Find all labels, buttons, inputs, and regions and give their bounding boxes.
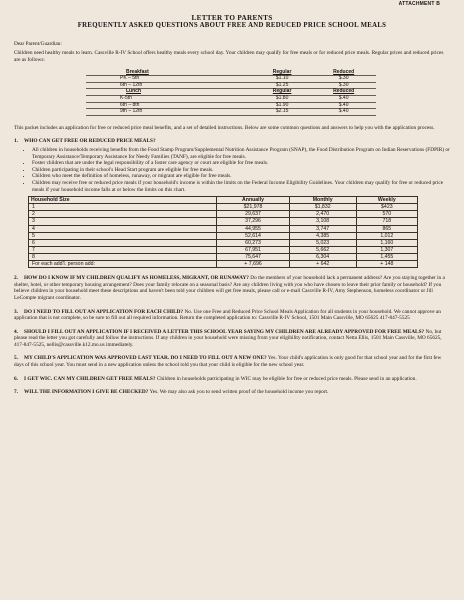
annual-cell: 37,296 xyxy=(217,218,289,225)
table-row xyxy=(29,204,418,211)
question-number: 5. xyxy=(14,355,18,362)
question-2 xyxy=(14,275,450,301)
weekly-header: Weekly xyxy=(356,197,417,204)
price-row xyxy=(86,109,376,116)
eligibility-list xyxy=(14,147,450,193)
annual-cell: 67,951 xyxy=(217,246,289,253)
annually-header: Annually xyxy=(217,197,289,204)
weekly-cell: 865 xyxy=(356,225,417,232)
annual-cell: + 7,696 xyxy=(217,261,289,268)
annual-cell: 60,273 xyxy=(217,239,289,246)
question-number: 7. xyxy=(14,389,18,396)
grade-cell: PK – 5th xyxy=(86,76,253,83)
household-size-cell: 6 xyxy=(29,239,217,246)
breakfast-header: Breakfast xyxy=(86,70,253,76)
letter-subtitle: FREQUENTLY ASKED QUESTIONS ABOUT FREE AND REDUCED PRICE SCHOOL MEALS xyxy=(77,22,387,30)
answer-text: Yes. Your child's application is only good for that school year and for the first few days of this school year. You must send in a new application unless the school told you that your child is eligible for the new school year. xyxy=(14,355,442,369)
household-size-cell: 8 xyxy=(29,253,217,260)
list-item: • Children participating in their school's Head Start program are eligible for free meals. xyxy=(32,167,450,174)
attachment-stamp: ATTACHMENT B xyxy=(398,1,440,7)
annual-cell: 52,614 xyxy=(217,232,289,239)
question-text: I GET WIC. CAN MY CHILDREN GET FREE MEALS? xyxy=(24,375,156,382)
regular-price-cell: $1.25 xyxy=(253,82,311,89)
household-size-header: Household Size xyxy=(29,197,217,204)
table-row xyxy=(29,225,418,232)
answer-text: No, but please read the letter you got carefully and follow the instructions. If any children in your household were missing from your eligibility notification, contact Netta Ellis, 1501 Main Cassville, MO 65625, 417-847-5525, nellis@cassville.k12.mo.us immediately. xyxy=(14,328,442,348)
household-size-cell: 3 xyxy=(29,218,217,225)
monthly-cell: 3,108 xyxy=(289,218,356,225)
question-6 xyxy=(14,376,450,383)
reduced-price-cell: $.40 xyxy=(311,102,376,109)
monthly-header: Monthly xyxy=(289,197,356,204)
regular-price-cell: $1.80 xyxy=(253,95,311,102)
question-number: 3. xyxy=(14,308,18,315)
monthly-cell: + 642 xyxy=(289,261,356,268)
question-number: 1. xyxy=(14,138,18,145)
question-number: 4. xyxy=(14,328,18,335)
question-text: WILL THE INFORMATION I GIVE BE CHECKED? xyxy=(24,389,149,396)
household-size-cell: 7 xyxy=(29,246,217,253)
weekly-cell: 1,455 xyxy=(356,253,417,260)
monthly-cell: 3,747 xyxy=(289,225,356,232)
question-4 xyxy=(14,329,450,349)
list-item: • All children in households receiving benefits from the Food Stamp Program/Supplemental Nutrition Assistance Program (SNAP), the Food Distribution Program on Indian Reservations (FDPIR) or Temporary Assistance/Temporary Assistance for Needy Families (TANF), are eligible for free meals. xyxy=(32,147,450,160)
regular-price-cell: $1.90 xyxy=(253,102,311,109)
answer-text: Yes. We may also ask you to send written proof of the household income you report. xyxy=(149,389,329,396)
weekly-cell: + 148 xyxy=(356,261,417,268)
annual-cell: $21,978 xyxy=(217,204,289,211)
table-row xyxy=(29,232,418,239)
monthly-cell: 6,304 xyxy=(289,253,356,260)
table-row xyxy=(29,239,418,246)
question-7 xyxy=(14,389,450,396)
reduced-price-cell: $.30 xyxy=(311,76,376,83)
reduced-price-cell: $.40 xyxy=(311,95,376,102)
monthly-cell: 5,662 xyxy=(289,246,356,253)
letter-title: LETTER TO PARENTS xyxy=(191,14,273,22)
monthly-cell: 2,470 xyxy=(289,211,356,218)
question-5 xyxy=(14,355,450,368)
weekly-cell: 1,160 xyxy=(356,239,417,246)
question-text: HOW DO I KNOW IF MY CHILDREN QUALIFY AS HOMELESS, MIGRANT, OR RUNAWAY? xyxy=(24,275,249,282)
annual-cell: 29,637 xyxy=(217,211,289,218)
table-row xyxy=(29,211,418,218)
question-text: DO I NEED TO FILL OUT AN APPLICATION FOR EACH CHILD? xyxy=(24,308,184,315)
grade-cell: 6th – 12th xyxy=(86,82,253,89)
intro-paragraph: Children need healthy meals to learn. Cassville R-IV School offers healthy meals every school day. Your children may qualify for free meals or for reduced price meals. Regular prices and reduced prices are as follows: xyxy=(14,50,444,63)
income-guidelines-table xyxy=(28,196,418,268)
annual-cell: 75,647 xyxy=(217,253,289,260)
list-item: • Foster children that are under the legal responsibility of a foster care agency or court are eligible for free meals. xyxy=(32,160,450,167)
answer-text: Children in households participating in WIC may be eligible for free or reduced price meals. Please send in an application. xyxy=(156,375,417,382)
question-text: MY CHILD'S APPLICATION WAS APPROVED LAST YEAR. DO I NEED TO FILL OUT A NEW ONE? xyxy=(24,355,267,362)
household-size-cell: 2 xyxy=(29,211,217,218)
answer-text: No. Use one Free and Reduced Price School Meals Application for all students in your household. We cannot approve an application that is not complete, so be sure to fill out all required information. Return the completed application to: Cassville R-IV School, 1501 Main Cassville, MO 65625 417-847-5525 xyxy=(14,308,441,322)
monthly-cell: $1,832 xyxy=(289,204,356,211)
meal-price-table xyxy=(86,70,376,116)
weekly-cell: 570 xyxy=(356,211,417,218)
table-row xyxy=(29,261,418,268)
monthly-cell: 4,385 xyxy=(289,232,356,239)
table-row xyxy=(29,253,418,260)
grade-cell: K-5th xyxy=(86,95,253,102)
table-row xyxy=(29,246,418,253)
question-3 xyxy=(14,309,450,322)
question-number: 6. xyxy=(14,375,18,382)
lunch-header: Lunch xyxy=(86,89,253,96)
weekly-cell: 718 xyxy=(356,218,417,225)
reduced-header: Reduced xyxy=(311,70,376,76)
table-row xyxy=(29,218,418,225)
weekly-cell: 1,012 xyxy=(356,232,417,239)
regular-price-cell: $2.15 xyxy=(253,109,311,116)
income-header-row xyxy=(29,197,418,204)
regular-header: Regular xyxy=(253,70,311,76)
list-item: • Children who meet the definition of homeless, runaway, or migrant are eligible for free meals. xyxy=(32,173,450,180)
regular-price-cell: $1.10 xyxy=(253,76,311,83)
reduced-header: Reduced xyxy=(311,89,376,96)
annual-cell: 44,955 xyxy=(217,225,289,232)
weekly-cell: 1,307 xyxy=(356,246,417,253)
list-item: • Children may receive free or reduced price meals if your household's income is within the limits on the Federal Income Eligibility Guidelines. Your children may qualify for free or reduced price meals if your household income falls at or below the limits on this chart. xyxy=(32,180,450,193)
regular-header: Regular xyxy=(253,89,311,96)
reduced-price-cell: $.40 xyxy=(311,109,376,116)
question-text: WHO CAN GET FREE OR REDUCED PRICE MEALS? xyxy=(24,138,156,145)
household-size-cell: 5 xyxy=(29,232,217,239)
household-size-cell: For each add'l. person add: xyxy=(29,261,217,268)
question-text: SHOULD I FILL OUT AN APPLICATION IF I RECEIVED A LETTER THIS SCHOOL YEAR SAYING MY CHILDREN ARE ALREADY APPROVED FOR FREE MEALS? xyxy=(24,328,425,335)
question-number: 2. xyxy=(14,275,18,282)
answer-text: Do the members of your household lack a permanent address? Are you staying together in a shelter, hotel, or other temporary housing arrangement? Does your family relocate on a seasonal basis? Are any children living with you who have chosen to leave their prior family or household? If you believe children in your household meet these descriptions and haven't been told your children will get free meals, please call or e-mail Cassville R-IV, Amy Stephenson, homeless coordinator or Jill LeCompte migrant coordinator. xyxy=(14,275,445,301)
monthly-cell: 5,023 xyxy=(289,239,356,246)
household-size-cell: 1 xyxy=(29,204,217,211)
packet-paragraph: This packet includes an application for free or reduced price meal benefits, and a set of detailed instructions. Below are some common questions and answers to help you with the application process. xyxy=(14,124,435,131)
reduced-price-cell: $.30 xyxy=(311,82,376,89)
question-1 xyxy=(14,138,450,268)
grade-cell: 6th – 8th xyxy=(86,102,253,109)
salutation: Dear Parent/Guardian: xyxy=(14,40,62,47)
household-size-cell: 4 xyxy=(29,225,217,232)
weekly-cell: $423 xyxy=(356,204,417,211)
grade-cell: 9th – 12th xyxy=(86,109,253,116)
